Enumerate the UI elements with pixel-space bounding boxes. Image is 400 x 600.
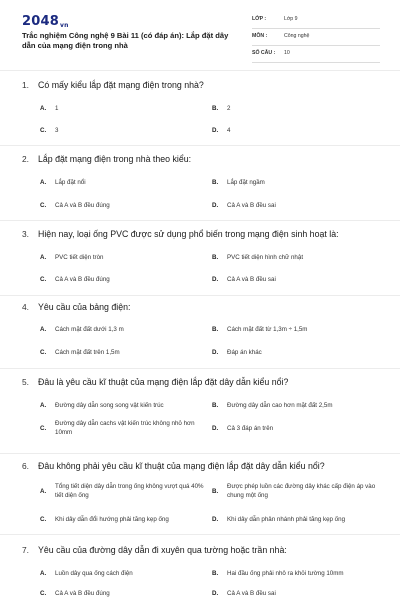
option-letter: B. xyxy=(212,105,219,112)
question-number: 2. xyxy=(22,154,29,164)
question-number: 6. xyxy=(22,461,29,471)
question-heading xyxy=(22,154,191,164)
option-letter: C. xyxy=(40,276,47,283)
info-label: SỐ CÂU : xyxy=(252,50,276,56)
question-number: 1. xyxy=(22,80,29,90)
option-text: Cách mặt đất dưới 1,3 m xyxy=(55,326,124,333)
option-letter: D. xyxy=(212,425,219,432)
question-text: Có mấy kiểu lắp đặt mạng điện trong nhà? xyxy=(38,80,204,90)
option-letter: C. xyxy=(40,127,47,134)
info-panel xyxy=(252,15,380,66)
question-divider xyxy=(0,368,400,369)
header-divider xyxy=(0,70,400,71)
option-text: PVC tiết diện tròn xyxy=(55,254,104,261)
info-value: Công nghệ xyxy=(284,33,310,39)
option-letter: A. xyxy=(40,570,47,577)
option-text: Cả 3 đáp án trên xyxy=(227,425,274,432)
option-text: Lắp đặt ngầm xyxy=(227,179,265,186)
option-letter: D. xyxy=(212,516,219,523)
option-text: 2 xyxy=(227,105,231,112)
option-text: Cả A và B đều đúng xyxy=(55,590,110,597)
option-text: Khi dây dẫn đổi hướng phải tăng kẹp ống xyxy=(55,516,169,523)
question-number: 4. xyxy=(22,302,29,312)
option-letter: B. xyxy=(212,402,219,409)
option-letter: A. xyxy=(40,254,47,261)
option-letter: B. xyxy=(212,254,219,261)
option-letter: C. xyxy=(40,202,47,209)
question-heading xyxy=(22,229,339,239)
logo-suffix: vn xyxy=(59,22,69,29)
question-divider xyxy=(0,145,400,146)
option-text: Tổng tiết diện dây dẫn trong ống không vượt quá 40% tiết diện ống xyxy=(55,483,204,499)
option-letter: C. xyxy=(40,590,47,597)
document-header xyxy=(0,0,400,70)
option-letter: C. xyxy=(40,516,47,523)
option-text: Cả A và B đều đúng xyxy=(55,276,110,283)
option-text: Cả A và B đều đúng xyxy=(55,202,110,209)
question-heading xyxy=(22,461,325,471)
question-divider xyxy=(0,453,400,454)
option-text: 4 xyxy=(227,127,231,134)
option-text: Khi dây dẫn phân nhánh phải tăng kẹp ống xyxy=(227,516,346,523)
question-text: Đâu không phải yêu cầu kĩ thuật của mạng điện lắp đặt dây dẫn kiểu nổi? xyxy=(38,461,325,471)
option-letter: D. xyxy=(212,276,219,283)
question-number: 5. xyxy=(22,377,29,387)
info-value: 10 xyxy=(284,50,290,56)
info-row-class xyxy=(252,15,380,29)
option-letter: D. xyxy=(212,202,219,209)
option-text: PVC tiết diện hình chữ nhật xyxy=(227,254,304,261)
option-text: Cả A và B đều sai xyxy=(227,590,276,597)
logo-text: 2048 xyxy=(22,14,59,29)
option-text: Đường dây dẫn song song vật kiến trúc xyxy=(55,402,164,409)
option-letter: B. xyxy=(212,179,219,186)
option-text: Hai đầu ống phải nhô ra khỏi tường 10mm xyxy=(227,570,344,577)
question-heading xyxy=(22,302,130,312)
option-letter: A. xyxy=(40,179,47,186)
option-text: Đường dây dẫn cachs vật kiến trúc không nhỏ hơn 10mm xyxy=(55,420,195,436)
question-text: Lắp đặt mạng điện trong nhà theo kiểu: xyxy=(38,154,192,164)
question-heading xyxy=(22,377,288,387)
option-letter: C. xyxy=(40,349,47,356)
option-text: Đáp án khác xyxy=(227,349,262,356)
question-number: 7. xyxy=(22,545,29,555)
question-divider xyxy=(0,534,400,535)
page-title: Trắc nghiệm Công nghệ 9 Bài 11 (có đáp án): Lắp đặt dây dẫn của mạng điện trong nhà xyxy=(22,31,229,50)
info-row-count xyxy=(252,49,380,63)
option-text: Lắp đặt nổi xyxy=(55,179,86,186)
option-letter: A. xyxy=(40,488,47,495)
option-letter: D. xyxy=(212,127,219,134)
option-letter: B. xyxy=(212,326,219,333)
option-letter: B. xyxy=(212,488,219,495)
option-letter: A. xyxy=(40,105,47,112)
info-label: MÔN : xyxy=(252,33,268,39)
question-heading xyxy=(22,80,204,90)
site-logo[interactable] xyxy=(22,14,69,29)
question-text: Yêu cầu của đường dây dẫn đi xuyên qua tường hoặc trần nhà: xyxy=(38,545,287,555)
option-letter: D. xyxy=(212,590,219,597)
info-label: LỚP : xyxy=(252,16,267,22)
question-divider xyxy=(0,220,400,221)
question-text: Đâu là yêu cầu kĩ thuật của mạng điện lắp đặt dây dẫn kiểu nổi? xyxy=(38,377,289,387)
question-heading xyxy=(22,545,287,555)
info-row-subject xyxy=(252,32,380,46)
option-text: 1 xyxy=(55,105,59,112)
option-letter: C. xyxy=(40,425,47,432)
option-text: Được phép luồn các đường dây khác cấp điện áp vào chung một ống xyxy=(227,483,376,499)
info-value: Lớp 9 xyxy=(284,16,298,22)
option-text: Cách mặt đất từ 1,3m ÷ 1,5m xyxy=(227,326,308,333)
question-divider xyxy=(0,295,400,296)
option-text: Cả A và B đều sai xyxy=(227,276,276,283)
option-text: Cách mặt đất trên 1,5m xyxy=(55,349,120,356)
option-letter: B. xyxy=(212,570,219,577)
question-text: Yêu cầu của bảng điện: xyxy=(38,302,131,312)
question-number: 3. xyxy=(22,229,29,239)
option-text: 3 xyxy=(55,127,59,134)
option-letter: A. xyxy=(40,326,47,333)
option-letter: D. xyxy=(212,349,219,356)
option-text: Luồn dây qua ống cách điện xyxy=(55,570,133,577)
option-letter: A. xyxy=(40,402,47,409)
option-text: Cả A và B đều sai xyxy=(227,202,276,209)
option-text: Đường dây dẫn cao hơn mặt đất 2,5m xyxy=(227,402,333,409)
question-text: Hiện nay, loại ống PVC được sử dụng phổ biến trong mạng điện sinh hoạt là: xyxy=(38,229,339,239)
